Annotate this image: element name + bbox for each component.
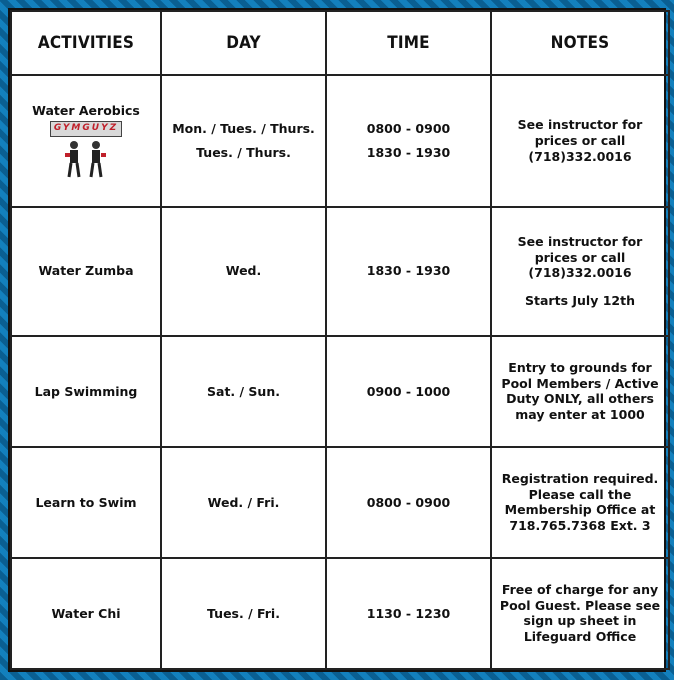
note-line: sign up sheet in	[523, 613, 637, 629]
note-line: Please call the	[528, 486, 632, 502]
time-cell	[326, 75, 491, 207]
note-line: 718.765.7368 Ext. 3	[509, 518, 651, 534]
note-line: prices or call	[534, 132, 626, 148]
note-line: See instructor for	[517, 233, 643, 249]
time-text: 1830 - 1930	[366, 144, 451, 160]
time-text: 0800 - 0900	[366, 121, 451, 137]
trainers-figure-icon	[58, 139, 114, 179]
day-text: Tues. / Thurs.	[196, 144, 291, 160]
activity-cell: Water Zumba	[11, 207, 161, 336]
header-time: TIME	[326, 11, 491, 75]
header-activities: ACTIVITIES	[11, 11, 161, 75]
note-line: Pool Members / Active	[501, 375, 659, 391]
activity-cell: Learn to Swim	[11, 447, 161, 558]
time-cell: 1830 - 1930	[326, 207, 491, 336]
notes-cell	[491, 336, 669, 447]
note-line: prices or call	[534, 249, 626, 265]
activity-cell: Water Chi	[11, 558, 161, 669]
time-cell: 1130 - 1230	[326, 558, 491, 669]
note-line: Registration required.	[501, 471, 659, 487]
note-line: See instructor for	[517, 117, 643, 133]
schedule-board	[8, 8, 666, 672]
header-row	[11, 11, 669, 75]
day-cell	[161, 75, 326, 207]
start-date-note: Starts July 12th	[525, 292, 635, 308]
note-line: may enter at 1000	[515, 407, 645, 423]
day-cell: Wed. / Fri.	[161, 447, 326, 558]
activity-cell	[11, 75, 161, 207]
day-cell: Tues. / Fri.	[161, 558, 326, 669]
note-line: Entry to grounds for	[508, 360, 652, 376]
note-line: Free of charge for any	[501, 582, 659, 598]
note-line: Membership Office at	[504, 502, 656, 518]
notes-cell	[491, 75, 669, 207]
notes-cell	[491, 447, 669, 558]
time-cell: 0900 - 1000	[326, 336, 491, 447]
activity-cell: Lap Swimming	[11, 336, 161, 447]
gymguyz-logo-icon: GYMGUYZ	[50, 121, 122, 136]
notes-cell	[491, 558, 669, 669]
header-day: DAY	[161, 11, 326, 75]
time-cell: 0800 - 0900	[326, 447, 491, 558]
table-row	[11, 207, 669, 336]
day-cell: Wed.	[161, 207, 326, 336]
note-line: (718)332.0016	[528, 148, 632, 164]
activity-schedule-table	[10, 10, 670, 670]
day-cell: Sat. / Sun.	[161, 336, 326, 447]
notes-cell	[491, 207, 669, 336]
table-row	[11, 336, 669, 447]
note-line: (718)332.0016	[528, 265, 632, 281]
header-notes: NOTES	[491, 11, 669, 75]
table-row	[11, 447, 669, 558]
note-line: Lifeguard Office	[523, 629, 637, 645]
note-line: Pool Guest. Please see	[499, 597, 661, 613]
table-row	[11, 75, 669, 207]
activity-name: Water Aerobics	[32, 102, 140, 118]
day-text: Mon. / Tues. / Thurs.	[172, 121, 315, 137]
note-line: Duty ONLY, all others	[506, 391, 654, 407]
table-row	[11, 558, 669, 669]
